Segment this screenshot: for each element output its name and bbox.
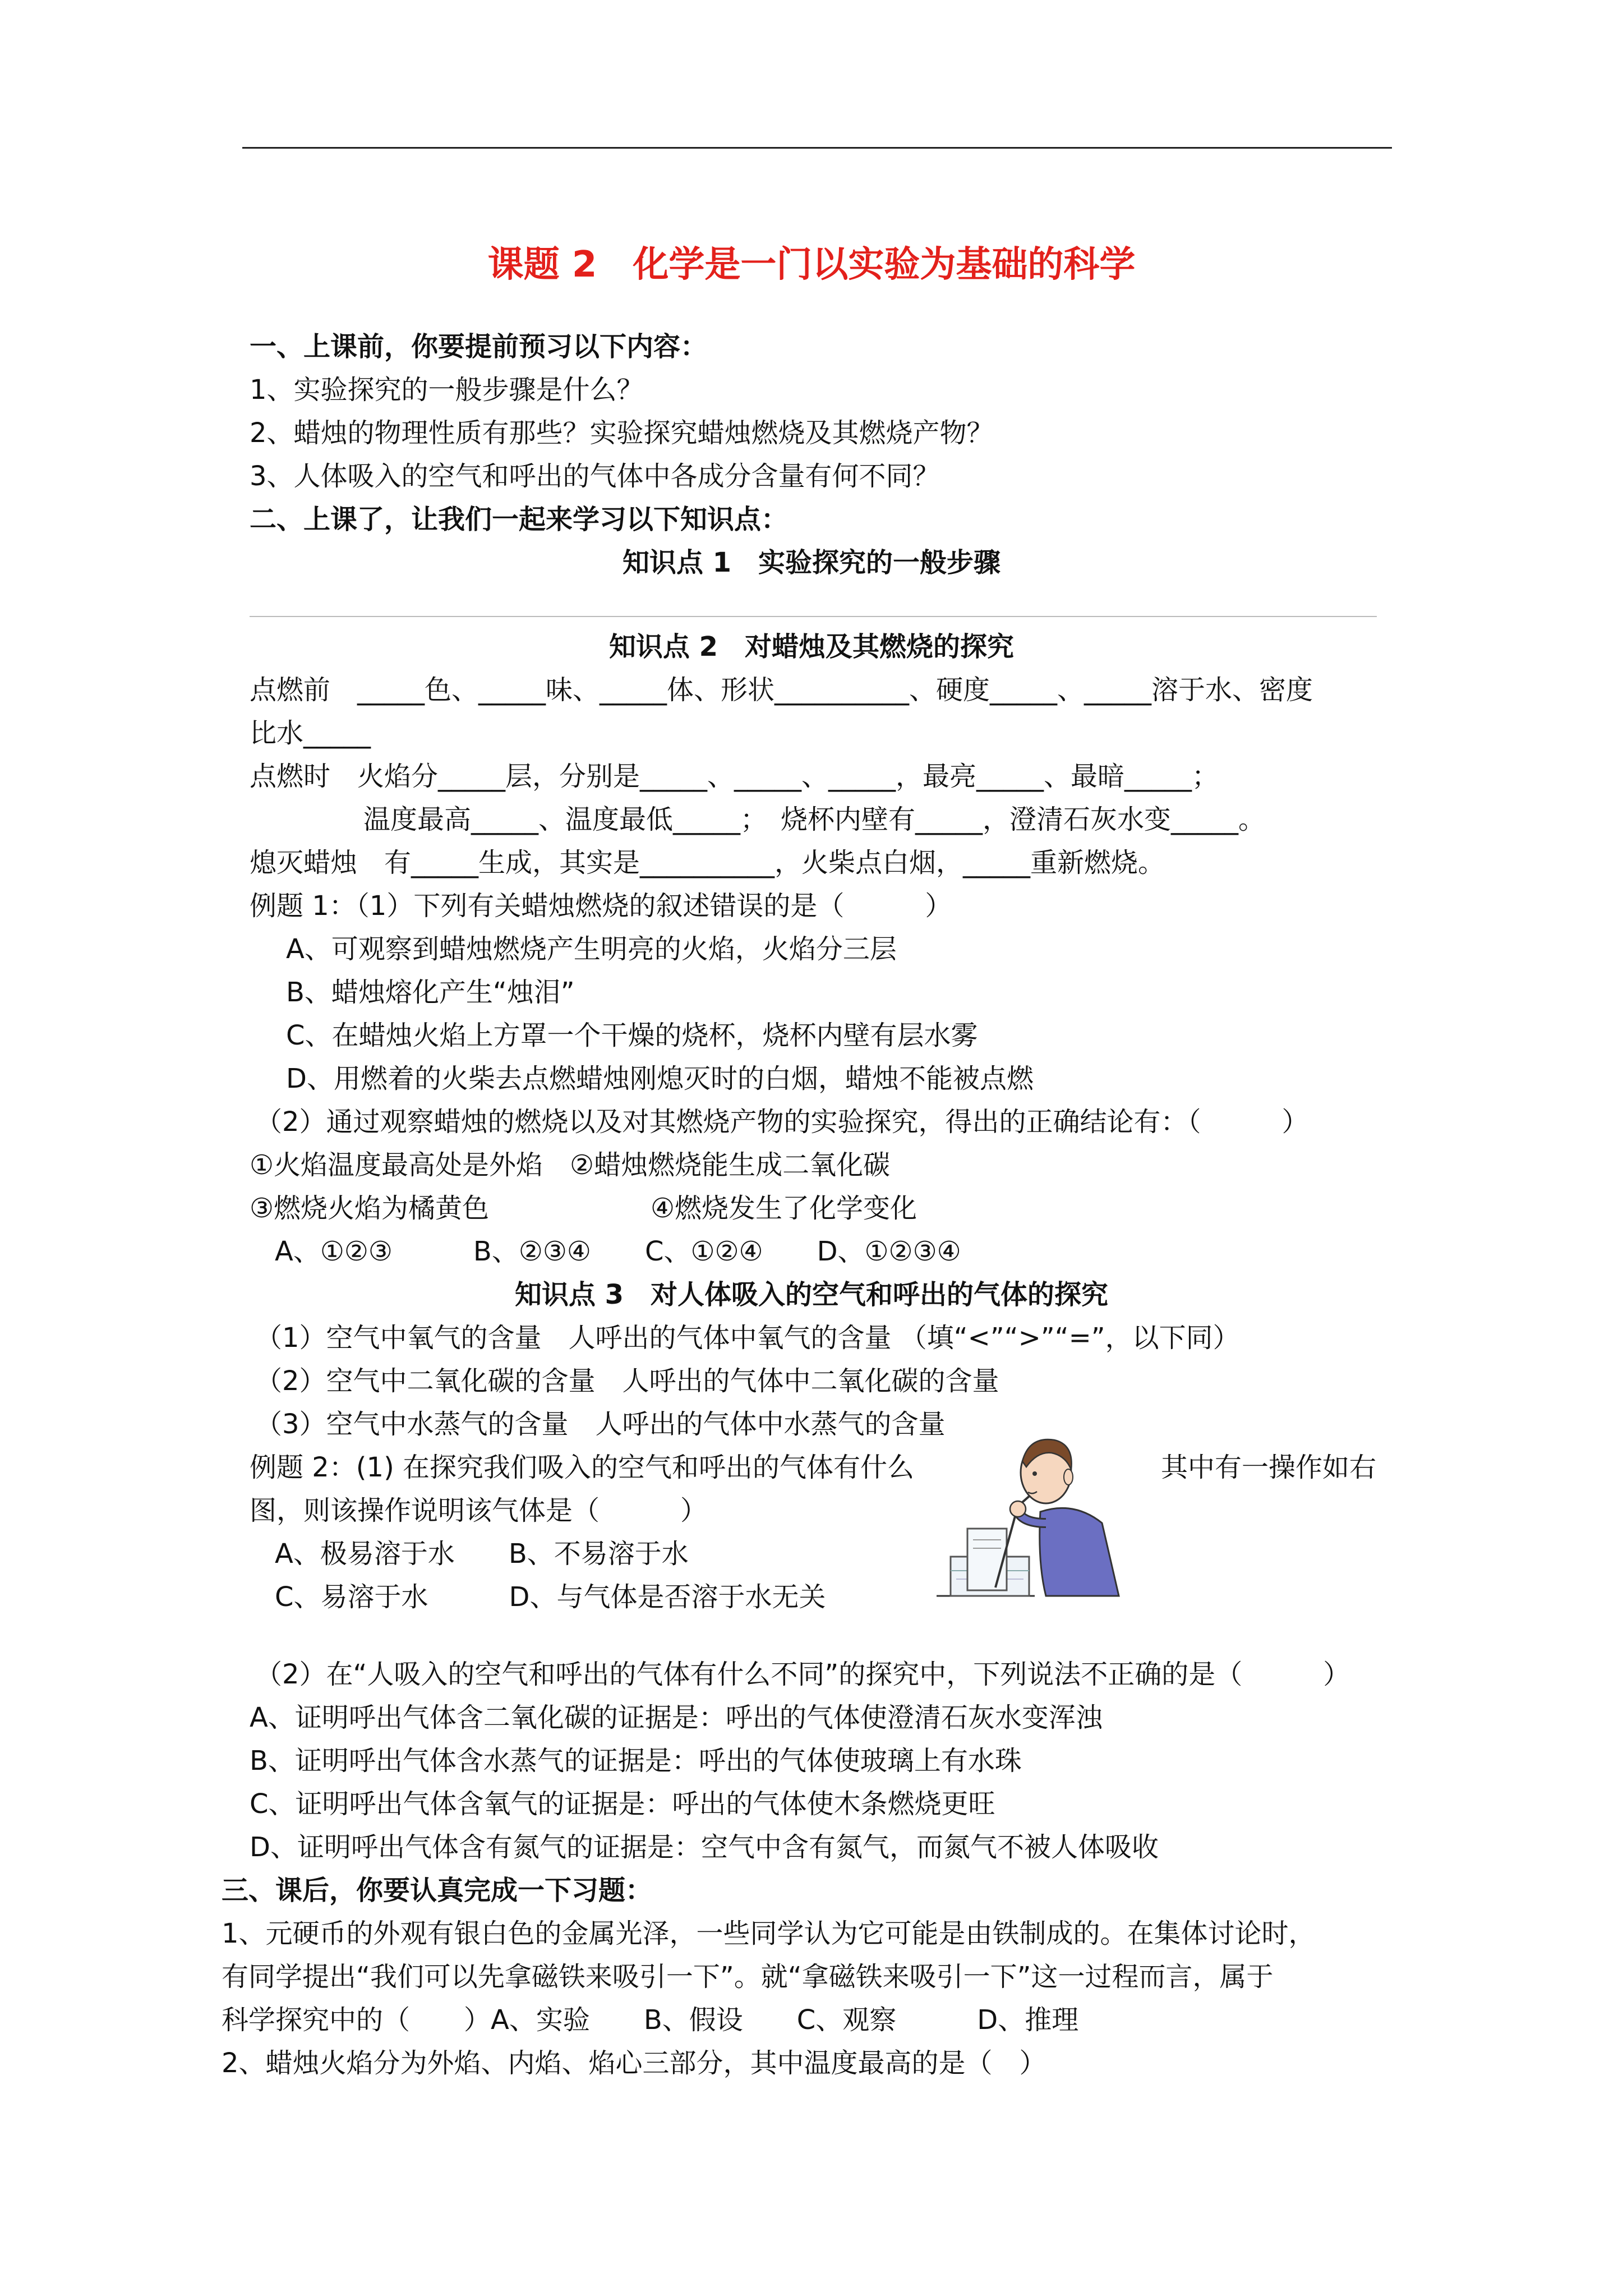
- example-2-question-1-part-3: 图，则该操作说明该气体是（ ）: [250, 1495, 708, 1526]
- example-2-question-2: （2）在“人吸入的空气和呼出的气体有什么不同”的探究中，下列说法不正确的是（ ）: [255, 1659, 1350, 1690]
- preview-question-3: 3、人体吸入的空气和呼出的气体中各成分含量有何不同？: [250, 461, 940, 492]
- breathing-experiment-illustration: [934, 1428, 1147, 1613]
- preview-question-2: 2、蜡烛的物理性质有那些？实验探究蜡烛燃烧及其燃烧产物？: [250, 417, 994, 449]
- knowledge-point-3-item-3: （3）空气中水蒸气的含量 人呼出的气体中水蒸气的含量: [255, 1409, 946, 1440]
- page-title: 课题 2 化学是一门以实验为基础的科学: [487, 244, 1136, 286]
- example-1-statement-3: ③燃烧火焰为橘黄色: [250, 1193, 490, 1224]
- exercise-1-line-3: 科学探究中的（ ）A、实验 B、假设 C、观察 D、推理: [222, 2004, 1079, 2036]
- example-1-statements-1-2: ①火焰温度最高处是外焰 ②蜡烛燃烧能生成二氧化碳: [250, 1149, 891, 1181]
- example-2-option-d: D、证明呼出气体含有氮气的证据是：空气中含有氮气，而氮气不被人体吸收: [250, 1832, 1159, 1863]
- exercise-1-line-1: 1、元硬币的外观有银白色的金属光泽，一些同学认为它可能是由铁制成的。在集体讨论时，: [222, 1918, 1316, 1949]
- preview-question-1: 1、实验探究的一般步骤是什么？: [250, 374, 644, 406]
- answer-line: [250, 616, 1377, 617]
- exercise-1-line-2: 有同学提出“我们可以先拿磁铁来吸引一下”。就“拿磁铁来吸引一下”这一过程而言，属于: [222, 1961, 1274, 1993]
- example-1-option-d: D、用燃着的火柴去点燃蜡烛刚熄灭时的白烟，蜡烛不能被点燃: [286, 1063, 1034, 1094]
- burning-line-2: 温度最高_____、温度最低_____； 烧杯内壁有_____，澄清石灰水变_____。: [363, 804, 1266, 835]
- before-lighting-line-1: 点燃前 _____色、_____味、_____体、形状__________、硬度_____、_____溶于水、密度: [250, 674, 1313, 706]
- knowledge-point-3: 知识点 3 对人体吸入的空气和呼出的气体的探究: [514, 1279, 1109, 1310]
- example-1-statement-4: ④燃烧发生了化学变化: [651, 1193, 917, 1224]
- knowledge-point-1: 知识点 1 实验探究的一般步骤: [622, 547, 1001, 578]
- example-2-options-cd: C、易溶于水 D、与气体是否溶于水无关: [275, 1581, 826, 1613]
- example-1-question-1: 例题 1：（1）下列有关蜡烛燃烧的叙述错误的是（ ）: [250, 890, 952, 922]
- example-2-question-1-part-2: 其中有一操作如右: [1161, 1452, 1377, 1483]
- example-1-options: A、①②③ B、②③④ C、①②④ D、①②③④: [275, 1236, 961, 1267]
- exercise-2: 2、蜡烛火焰分为外焰、内焰、焰心三部分，其中温度最高的是（ ）: [222, 2047, 1046, 2079]
- header-rule: [242, 147, 1392, 149]
- before-lighting-line-2: 比水_____: [250, 717, 371, 749]
- knowledge-point-3-item-2: （2）空气中二氧化碳的含量 人呼出的气体中二氧化碳的含量: [255, 1365, 999, 1397]
- example-1-option-b: B、蜡烛熔化产生“烛泪”: [286, 977, 575, 1008]
- extinguish-line: 熄灭蜡烛 有_____生成，其实是__________，火柴点白烟，_____重新燃烧。: [250, 847, 1165, 878]
- example-2-option-a: A、证明呼出气体含二氧化碳的证据是：呼出的气体使澄清石灰水变浑浊: [250, 1702, 1103, 1733]
- example-2-options-ab: A、极易溶于水 B、不易溶于水: [275, 1538, 689, 1570]
- knowledge-point-2: 知识点 2 对蜡烛及其燃烧的探究: [608, 631, 1015, 662]
- section-2-heading: 二、上课了，让我们一起来学习以下知识点：: [250, 504, 789, 535]
- knowledge-point-3-item-1: （1）空气中氧气的含量 人呼出的气体中氧气的含量 （填“<”“>”“=”，以下同）: [255, 1322, 1240, 1354]
- example-1-question-2: （2）通过观察蜡烛的燃烧以及对其燃烧产物的实验探究，得出的正确结论有：（ ）: [255, 1106, 1309, 1138]
- example-2-option-b: B、证明呼出气体含水蒸气的证据是：呼出的气体使玻璃上有水珠: [250, 1745, 1022, 1777]
- example-1-option-a: A、可观察到蜡烛燃烧产生明亮的火焰，火焰分三层: [286, 933, 897, 965]
- example-2-question-1-part-1: 例题 2：(1) 在探究我们吸入的空气和呼出的气体有什么: [250, 1452, 915, 1483]
- burning-line-1: 点燃时 火焰分_____层，分别是_____、_____、_____，最亮_____、最暗_____；: [250, 761, 1219, 792]
- example-1-option-c: C、在蜡烛火焰上方罩一个干燥的烧杯，烧杯内壁有层水雾: [286, 1020, 978, 1051]
- section-3-heading: 三、课后，你要认真完成一下习题：: [222, 1875, 653, 1906]
- example-2-option-c: C、证明呼出气体含氧气的证据是：呼出的气体使木条燃烧更旺: [250, 1788, 995, 1820]
- section-1-heading: 一、上课前，你要提前预习以下内容：: [250, 331, 708, 362]
